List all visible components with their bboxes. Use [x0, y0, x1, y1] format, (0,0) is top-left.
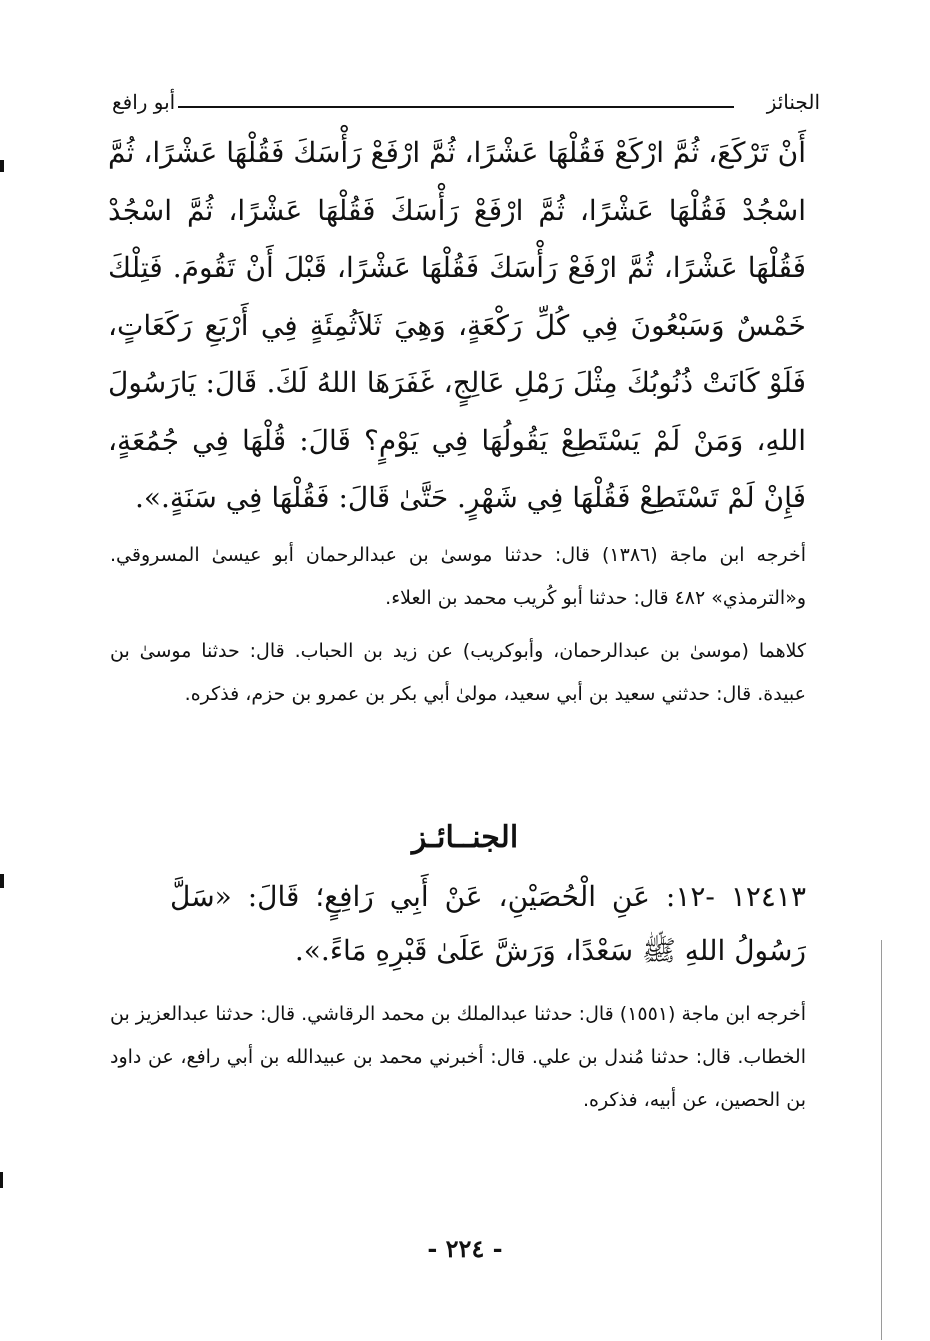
section-heading: الجنــائـز	[411, 820, 519, 855]
scan-edge-mark	[0, 1172, 3, 1188]
takhrij-note-first: أخرجه ابن ماجة (١٣٨٦) قال: حدثنا موسىٰ بن عبدالرحمان أبو عيسىٰ المسروقي. و«الترمذي» ٤٨٢ قال: حدثنا أبو كُريب محمد بن العلاء.	[110, 544, 806, 609]
scan-edge-mark	[0, 160, 4, 172]
scan-fold-line	[881, 940, 882, 1340]
scan-edge-mark	[0, 874, 4, 888]
running-head-rule	[178, 106, 734, 108]
takhrij-note-second: كلاهما (موسىٰ بن عبدالرحمان، وأبوكريب) عن زيد بن الحباب. قال: حدثنا موسىٰ بن عبيدة. قال: حدثني سعيد بن أبي سعيد، مولىٰ أبي بكر بن عمرو بن حزم، فذكره.	[110, 640, 806, 705]
page-number: - ٢٢٤ -	[427, 1234, 503, 1263]
takhrij-note-third: أخرجه ابن ماجة (١٥٥١) قال: حدثنا عبدالملك بن محمد الرقاشي. قال: حدثنا عبدالعزيز بن الخطاب. قال: حدثنا مُندل بن علي. قال: أخبرني محمد بن عبيدالله بن أبي رافع، عن داود بن الحصين، عن أبيه، فذكره.	[110, 1003, 806, 1111]
running-head-narrator: أبو رافع	[112, 90, 176, 114]
hadith-text-12413: ١٢٤١٣ -١٢: عَنِ الْحُصَيْنِ، عَنْ أَبِي رَافِعٍ؛ قَالَ: «سَلَّ رَسُولُ اللهِ ﷺ سَعْدًا، وَرَشَّ عَلَىٰ قَبْرِهِ مَاءً.».	[170, 880, 806, 967]
running-head-chapter: الجنائز	[766, 90, 820, 114]
hadith-text-continued: أَنْ تَرْكَعَ، ثُمَّ ارْكَعْ فَقُلْهَا عَشْرًا، ثُمَّ ارْفَعْ رَأْسَكَ فَقُلْهَا عَشْرًا، ثُمَّ اسْجُدْ فَقُلْهَا عَشْرًا، ثُمَّ ارْفَعْ رَأْسَكَ فَقُلْهَا عَشْرًا، ثُمَّ اسْجُدْ فَقُلْهَا عَشْرًا، ثُمَّ ارْفَعْ رَأْسَكَ فَقُلْهَا عَشْرًا، قَبْلَ أَنْ تَقُومَ. فَتِلْكَ خَمْسٌ وَسَبْعُونَ فِي كُلِّ رَكْعَةٍ، وَهِيَ ثَلاَثُمِئَةٍ فِي أَرْبَعِ رَكَعَاتٍ، فَلَوْ كَانَتْ ذُنُوبُكَ مِثْلَ رَمْلِ عَالِجٍ، غَفَرَهَا اللهُ لَكَ. قَالَ: يَارَسُولَ اللهِ، وَمَنْ لَمْ يَسْتَطِعْ يَقُولُهَا فِي يَوْمٍ؟ قَالَ: قُلْهَا فِي جُمُعَةٍ، فَإِنْ لَمْ تَسْتَطِعْ فَقُلْهَا فِي شَهْرٍ. حَتَّىٰ قَالَ: فَقُلْهَا فِي سَنَةٍ.».	[108, 136, 806, 514]
